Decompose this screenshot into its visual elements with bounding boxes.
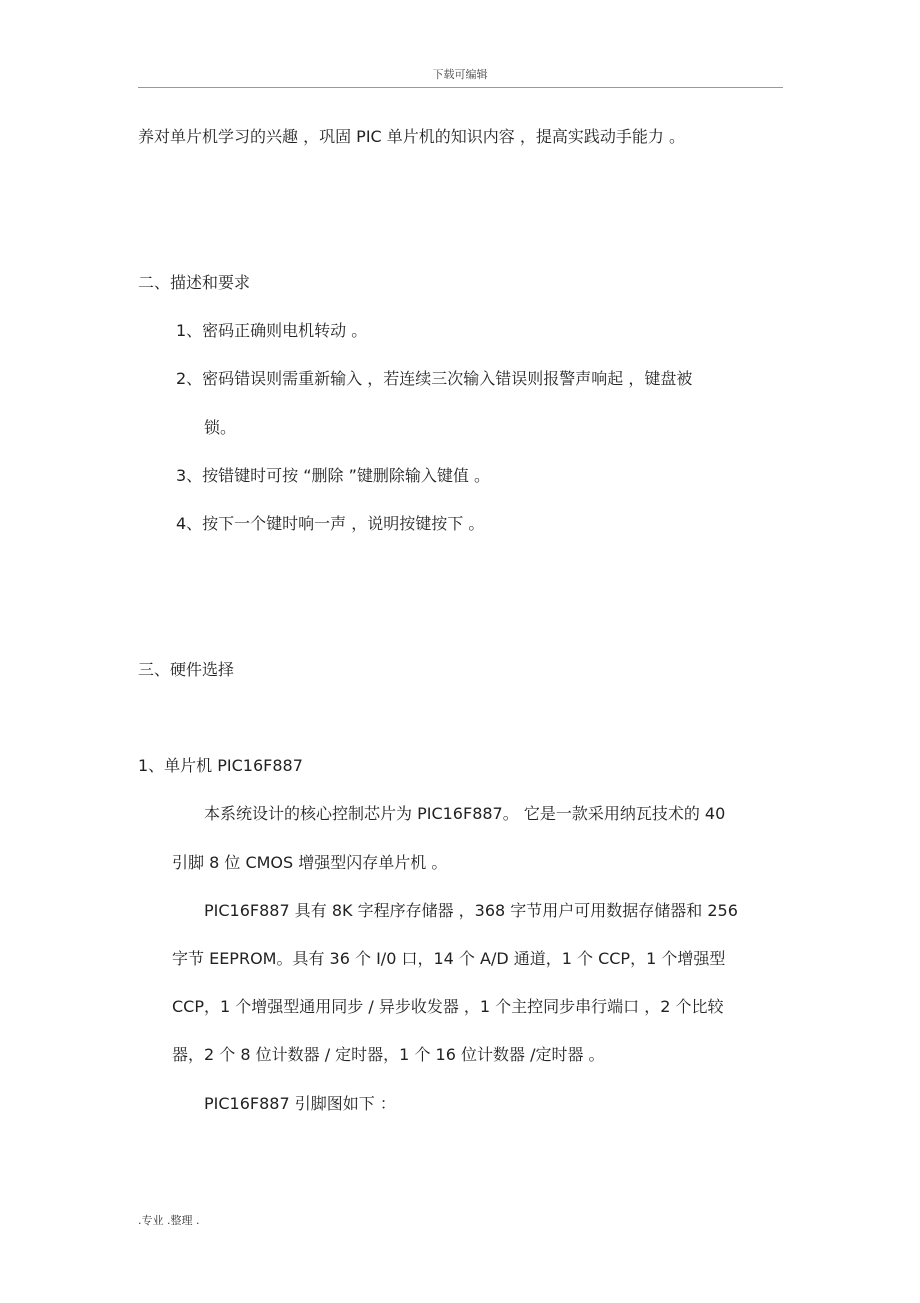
- requirement-item-4: 4、按下一个键时响一声 ，说明按键按下 。: [176, 514, 485, 533]
- paragraph-line: 字节 EEPROM。具有 36 个 I/0 口，14 个 A/D 通道，1 个 CCP，1 个增强型: [172, 949, 726, 968]
- section-3-heading: 三、硬件选择: [138, 660, 235, 679]
- header-rule: [138, 87, 783, 88]
- paragraph-line: 本系统设计的核心控制芯片为 PIC16F887。 它是一款采用纳瓦技术的 40: [204, 804, 726, 823]
- paragraph-line: 引脚 8 位 CMOS 增强型闪存单片机 。: [172, 853, 448, 872]
- requirement-item-2-cont: 锁。: [204, 418, 237, 437]
- requirement-item-2: 2、密码错误则需重新输入 ，若连续三次输入错误则报警声响起 ，键盘被: [176, 369, 693, 388]
- intro-text: 养对单片机学习的兴趣 ，巩固 PIC 单片机的知识内容 ，提高实践动手能力 。: [138, 127, 685, 146]
- section-2-heading: 二、描述和要求: [138, 273, 251, 292]
- paragraph-line: CCP，1 个增强型通用同步 / 异步收发器 ，1 个主控同步串行端口 ，2 个比较: [172, 997, 724, 1016]
- requirement-item-1: 1、密码正确则电机转动 。: [176, 321, 368, 340]
- requirement-item-3: 3、按错键时可按 “删除 ”键删除输入键值 。: [176, 466, 491, 485]
- subsection-heading: 1、单片机 PIC16F887: [138, 756, 303, 775]
- pinout-caption: PIC16F887 引脚图如下 ：: [204, 1094, 396, 1113]
- page-footer: .专业 .整理 .: [138, 1214, 200, 1227]
- paragraph-line: PIC16F887 具有 8K 字程序存储器 ，368 字节用户可用数据存储器和 256: [204, 901, 738, 920]
- page-header: 下载可编辑: [432, 68, 488, 81]
- paragraph-line: 器，2 个 8 位计数器 / 定时器，1 个 16 位计数器 /定时器 。: [172, 1045, 605, 1064]
